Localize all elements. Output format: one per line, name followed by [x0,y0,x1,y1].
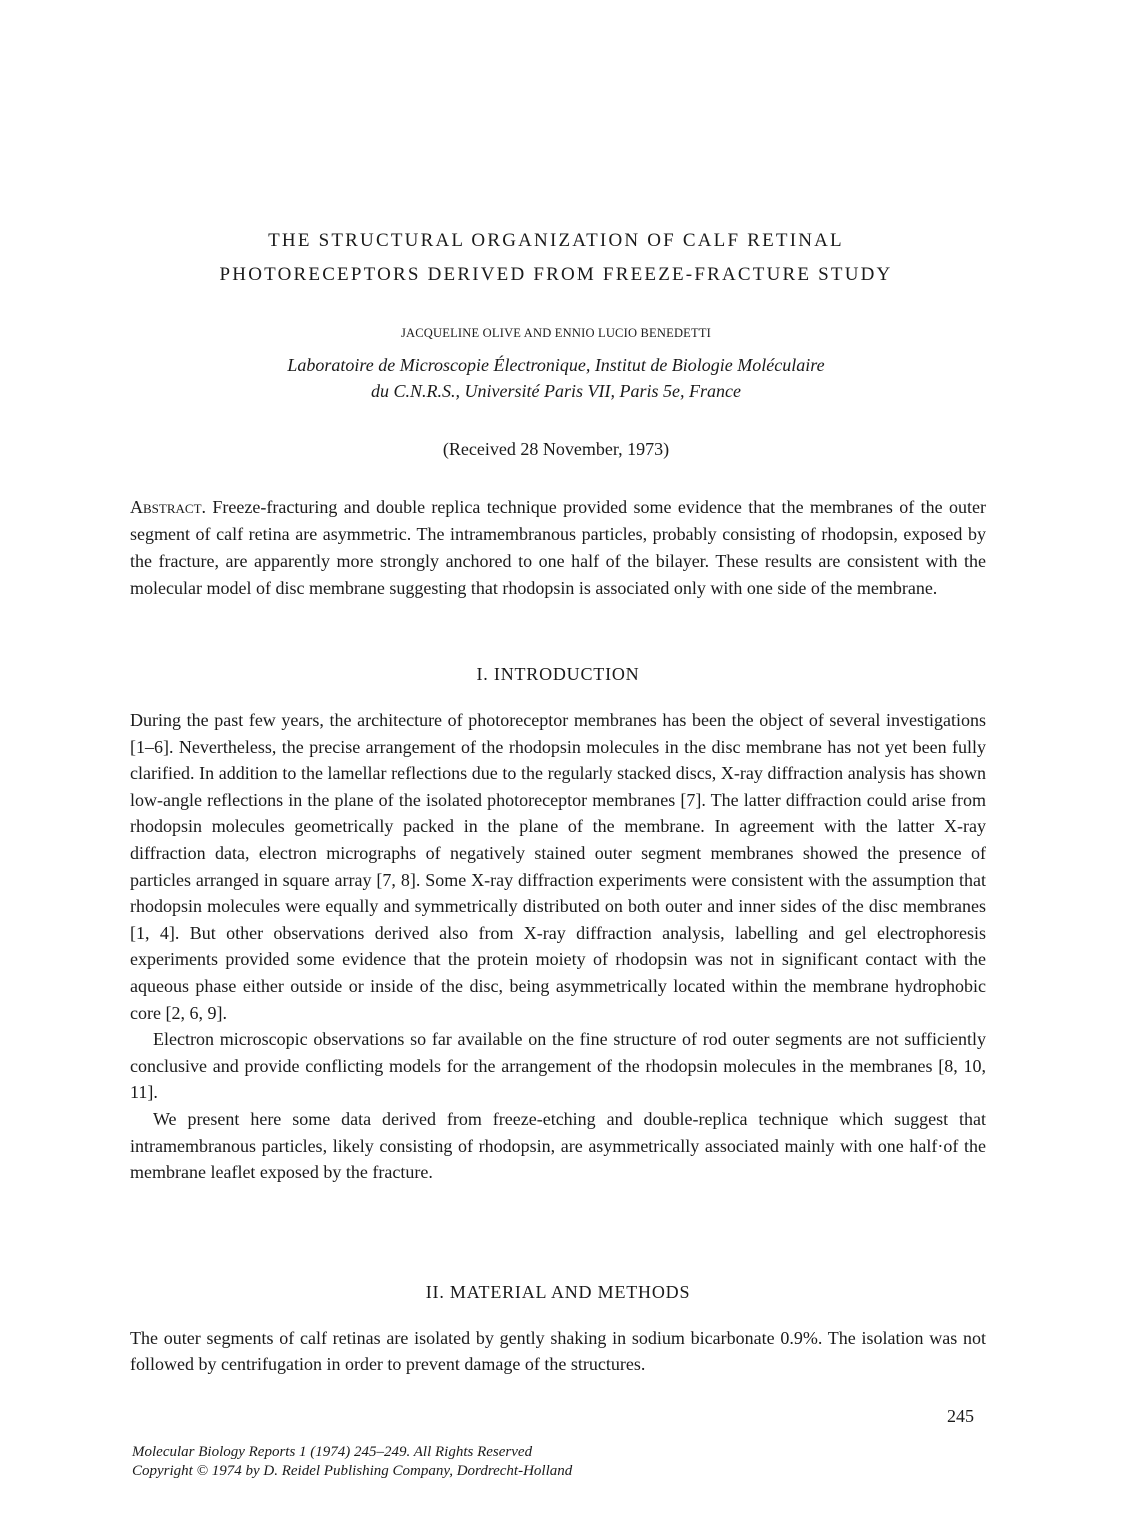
article-title [150,224,962,292]
introduction-body [130,707,986,1186]
journal-footer [132,1443,572,1481]
authors: JACQUELINE OLIVE AND ENNIO LUCIO BENEDETTI [400,326,712,340]
abstract-label: Abstract. [130,497,207,517]
footer-copyright: Copyright © 1974 by D. Reidel Publishing Company, Dordrecht-Holland [132,1463,573,1479]
section-heading-methods: II. MATERIAL AND METHODS [425,1282,691,1302]
received-date: (Received 28 November, 1973) [442,439,670,459]
intro-paragraph-2: Electron microscopic observations so far available on the fine structure of rod outer segments are not sufficiently conclusive and provide conflicting models for the arrangement of the rhodopsin molecules in the membranes [8, 10, 11]. [130,1029,986,1103]
intro-paragraph-1: During the past few years, the architecture of photoreceptor membranes has been the object of several investigations [1–6]. Nevertheless, the precise arrangement of the rhodopsin molecules in the disc membrane has not yet been fully clarified. In addition to the lamellar reflections due to the regularly stacked discs, X-ray diffraction analysis has shown low-angle reflections in the plane of the isolated photoreceptor membranes [7]. The latter diffraction could arise from rhodopsin molecules geometrically packed in the plane of the membrane. In agreement with the latter X-ray diffraction data, electron micrographs of negatively stained outer segment membranes showed the presence of particles arranged in square array [7, 8]. Some X-ray diffraction experiments were consistent with the assumption that rhodopsin molecules were equally and symmetrically distributed on both outer and inner sides of the disc membranes [1, 4]. But other observations derived also from X-ray diffraction analysis, labelling and gel electrophoresis experiments provided some evidence that the protein moiety of rhodopsin was not in significant contact with the aqueous phase either outside or inside of the disc, being asymmetrically located within the membrane hydrophobic core [2, 6, 9]. [130,710,986,1023]
methods-paragraph: The outer segments of calf retinas are isolated by gently shaking in sodium bicarbonate 0.9%. The isolation was not followed by centrifugation in order to prevent damage of the structures. [130,1328,986,1374]
affiliation-line-2: du C.N.R.S., Université Paris VII, Paris 5e, France [371,381,741,401]
affiliation [150,352,962,404]
footer-citation: Molecular Biology Reports 1 (1974) 245–249. All Rights Reserved [132,1444,533,1460]
title-line-2: PHOTORECEPTORS DERIVED FROM FREEZE-FRACTURE STUDY [219,264,893,285]
section-heading-introduction: I. INTRODUCTION [476,664,640,684]
abstract-text: Freeze-fracturing and double replica technique provided some evidence that the membranes of the outer segment of calf retina are asymmetric. The intramembranous particles, probably consisting of rhodopsin, exposed by the fracture, are apparently more strongly anchored to one half of the bilayer. These results are consistent with the molecular model of disc membrane suggesting that rhodopsin is associated only with one side of the membrane. [130,497,986,598]
affiliation-line-1: Laboratoire de Microscopie Électronique, Institut de Biologie Moléculaire [287,355,825,375]
title-line-1: THE STRUCTURAL ORGANIZATION OF CALF RETINAL [268,230,844,251]
page-number: 245 [947,1406,974,1426]
abstract [130,494,986,602]
intro-paragraph-3: We present here some data derived from freeze-etching and double-replica technique which suggest that intramembranous particles, likely consisting of rhodopsin, are asymmetrically associated mainly with one half·of the membrane leaflet exposed by the fracture. [130,1108,986,1183]
